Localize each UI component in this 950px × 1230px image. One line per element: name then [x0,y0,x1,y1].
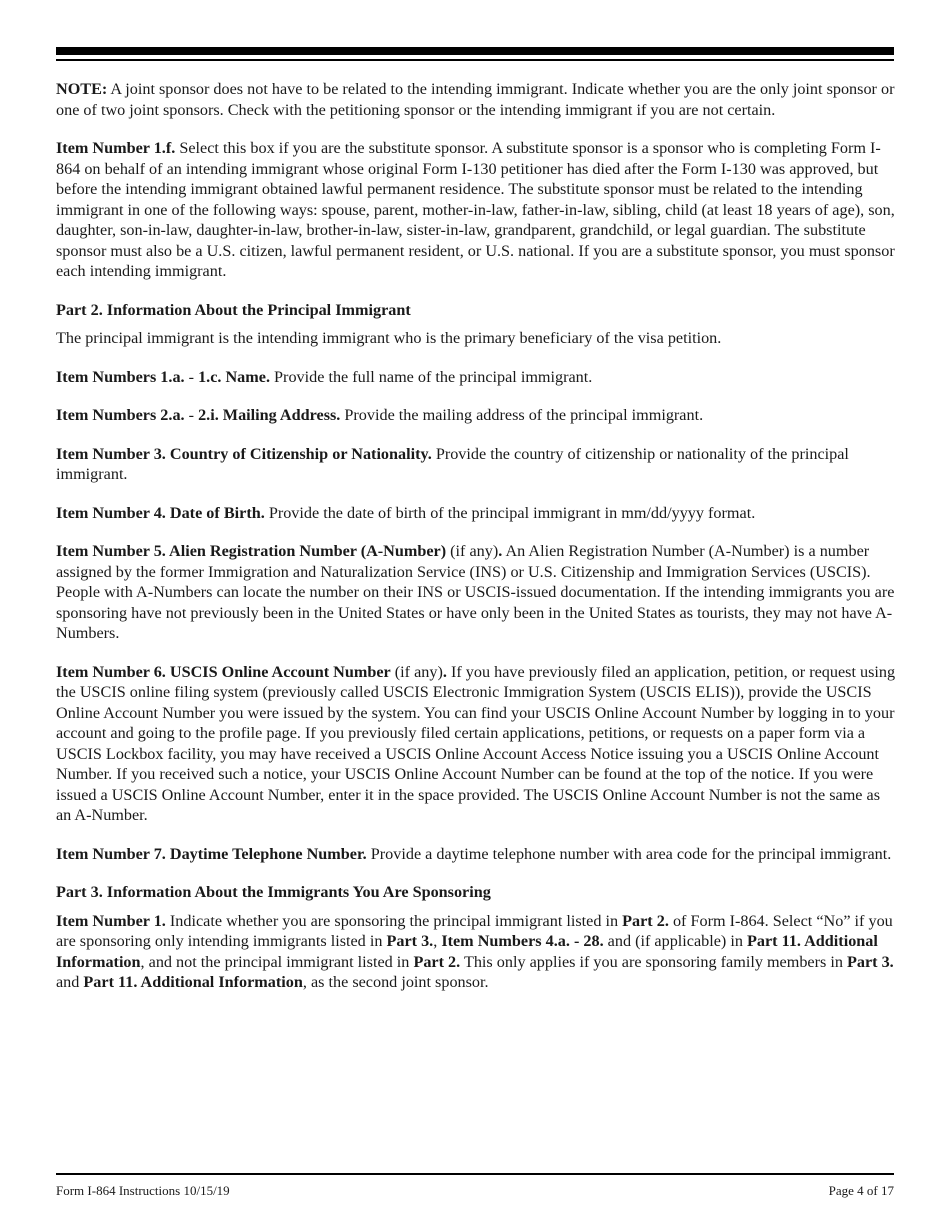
item-2a-label: Item Numbers 2.a. [56,406,185,424]
part-3-item-1-text-4: and (if applicable) in [603,932,748,950]
part-3-item-1-text-1: Indicate whether you are sponsoring the principal immigrant listed in [165,911,623,930]
instructions-body [56,79,896,1011]
item-1a-1c-paragraph [56,367,896,388]
part-3-heading: Part 3. Information About the Immigrants You Are Sponsoring [56,883,491,901]
note-text: A joint sponsor does not have to be related to the intending immigrant. Indicate whether you are the only joint sponsor or one of two joint sponsors. Check with the petitioning sponsor or the intending immigrant if you are not certain. [56,80,895,119]
item-2a-2i-paragraph [56,405,896,426]
item-6-period: . [442,662,447,681]
item-1a-separator: - [184,367,199,386]
part-3-item-1-label: Item Number 1. [56,911,166,930]
item-5-qualifier: (if any) [446,542,499,560]
part-3-item-1-text-5: , and not the principal immigrant listed in [140,952,414,971]
item-7-label: Item Number 7. Daytime Telephone Number. [56,844,367,863]
item-3-text: Provide the country of citizenship or nationality of the principal immigrant. [56,444,849,483]
item-1f-paragraph [56,138,896,282]
part-2-reference-second: Part 2. [413,952,461,971]
footer-form-label: Form I-864 Instructions 10/15/19 [56,1183,230,1198]
part-11-reference: Part 11. Additional Information [56,932,878,971]
item-numbers-4a-28-reference: Item Numbers 4.a. - 28. [441,932,604,950]
item-3-paragraph [56,444,896,485]
footer-page-number: Page 4 of 17 [828,1183,894,1198]
item-4-text: Provide the date of birth of the principal immigrant in mm/dd/yyyy format. [264,503,756,522]
item-4-paragraph [56,503,896,524]
item-2a-2i-text: Provide the mailing address of the principal immigrant. [340,406,704,424]
note-paragraph [56,79,896,120]
item-1a-label: Item Numbers 1.a. [56,367,185,386]
item-6-text: If you have previously filed an application, petition, or request using the USCIS online filing system (previously called USCIS Electronic Immigration System (USCIS ELIS)), provide the USCIS Online Account Number you were issued by the system. You can find your USCIS Online Account Number by logging in to your account and going to the profile page. If you previously filed certain applications, petitions, or requests on a paper form via a USCIS Lockbox facility, you may have received a USCIS Online Account Access Notice issuing you a USCIS Online Account Number. If you received such a notice, your USCIS Online Account Number can be found at the top of the notice. If you were issued a USCIS Online Account Number, enter it in the space provided. The USCIS Online Account Number is not the same as an A-Number. [56,662,896,824]
footer-rule [56,1173,894,1175]
header-rule-thick [56,47,894,55]
item-5-paragraph [56,541,896,644]
item-6-label: Item Number 6. USCIS Online Account Number [56,662,391,681]
part-3-item-1-text-3: , [433,932,442,950]
item-1f-text: Select this box if you are the substitute sponsor. A substitute sponsor is a sponsor who is completing Form I-864 on behalf of an intending immigrant whose original Form I-130 petitioner has died after the Form I-130 was approved, but before the intending immigrant obtained lawful permanent residence. The substitute sponsor must be related to the intending immigrant in one of the following ways: spouse, parent, mother-in-law, father-in-law, sibling, child (at least 18 years of age), son, daughter, son-in-law, daughter-in-law, brother-in-law, sister-in-law, grandparent, grandchild, or legal guardian. The substitute sponsor must also be a U.S. citizen, lawful permanent resident, or U.S. national. If you are a substitute sponsor, you must sponsor each intending immigrant. [56,139,895,280]
header-rule-thin [56,59,894,61]
part-3-item-1-text-8: , as the second joint sponsor. [302,973,489,991]
item-7-paragraph [56,844,896,865]
item-6-paragraph [56,662,896,826]
item-5-label: Item Number 5. Alien Registration Number (A-Number) [56,542,447,560]
part-3-item-1-text-7: and [56,973,84,991]
item-4-label: Item Number 4. Date of Birth. [56,503,265,522]
item-5-text: An Alien Registration Number (A-Number) is a number assigned by the former Immigration and Naturalization Service (INS) or U.S. Citizenship and Immigration Services (USCIS). People with A-Numbers can locate the number on their INS or USCIS-issued documentation. If the intending immigrants you are sponsoring have not previously been in the United States or have only been in the United States as tourists, they may not have A-Numbers. [56,542,895,642]
part-3-item-1-text-6: This only applies if you are sponsoring family members in [460,952,847,971]
part-3-item-1-text-2: of Form I-864. Select “No” if you are sponsoring only intending immigrants listed in [56,911,893,950]
item-1f-label: Item Number 1.f. [56,139,176,157]
item-5-period: . [498,542,503,560]
part-11-reference-second: Part 11. Additional Information [83,973,303,991]
item-6-qualifier: (if any) [390,662,443,681]
item-2i-label: 2.i. Mailing Address. [198,406,341,424]
note-label: NOTE: [56,80,108,98]
item-7-text: Provide a daytime telephone number with area code for the principal immigrant. [366,844,892,863]
part-2-intro: The principal immigrant is the intending immigrant who is the primary beneficiary of the visa petition. [56,329,722,347]
item-1c-label: 1.c. Name. [198,367,270,386]
part-2-heading: Part 2. Information About the Principal Immigrant [56,300,411,319]
item-1a-1c-text: Provide the full name of the principal immigrant. [270,367,593,386]
item-2a-separator: - [184,406,199,424]
part-3-item-1-paragraph [56,911,896,993]
part-2-reference: Part 2. [622,911,669,930]
part-3-reference: Part 3. [386,932,434,950]
part-3-reference-second: Part 3. [846,952,894,971]
item-3-label: Item Number 3. Country of Citizenship or Nationality. [56,444,432,463]
